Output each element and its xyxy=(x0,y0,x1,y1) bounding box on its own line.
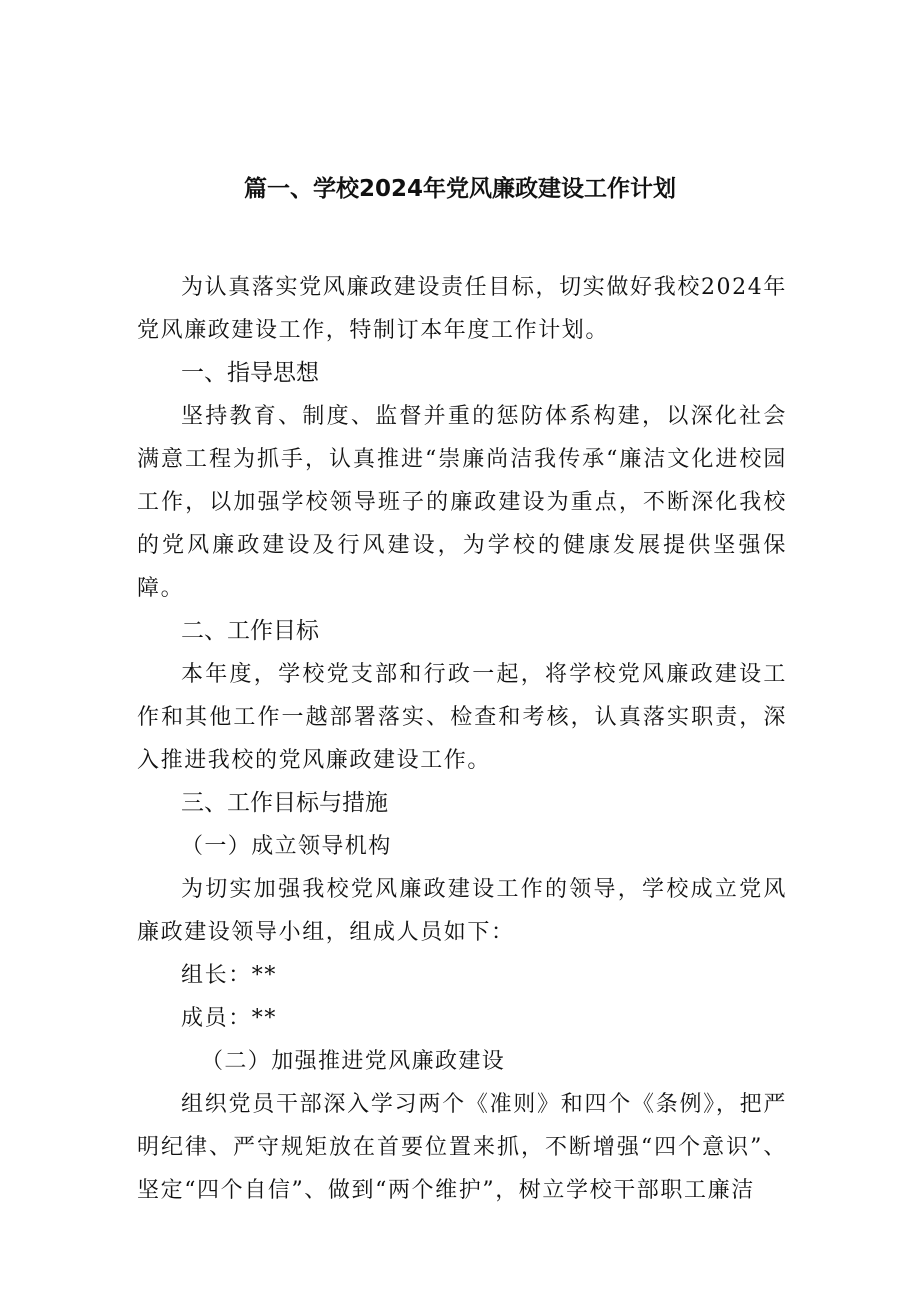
paragraph-leadership-body: 为切实加强我校党风廉政建设工作的领导，学校成立党风廉政建设领导小组，组成人员如下： xyxy=(137,877,787,945)
subheading-leadership-body: （一）成立领导机构 xyxy=(181,834,392,859)
section-paragraph-guiding-ideology: 坚持教育、制度、监督并重的惩防体系构建，以深化社会满意工程为抓手，认真推进“崇廉尚洁我传承“廉洁文化进校园工作，以加强学校领导班子的廉政建设为重点，不断深化我校的党风廉政建设及行风建设，为学校的健康发展提供坚强保障。 xyxy=(137,404,787,601)
leader-line: 组长：** xyxy=(181,963,278,988)
members-line: 成员：** xyxy=(181,1006,278,1031)
section-heading-work-goals: 二、工作目标 xyxy=(181,618,319,644)
intro-paragraph: 为认真落实党风廉政建设责任目标，切实做好我校2024年党风廉政建设工作，特制订本年度工作计划。 xyxy=(137,275,787,343)
subheading-strengthen-party-conduct: （二）加强推进党风廉政建设 xyxy=(201,1049,506,1074)
paragraph-strengthen-party-conduct: 组织党员干部深入学习两个《准则》和四个《条例》，把严明纪律、严守规矩放在首要位置来抓，不断增强“四个意识”、坚定“四个自信”、做到“两个维护”，树立学校干部职工廉洁 xyxy=(137,1092,787,1203)
section-heading-goals-measures: 三、工作目标与措施 xyxy=(181,790,388,816)
document-body xyxy=(137,266,787,1212)
section-paragraph-work-goals: 本年度，学校党支部和行政一起，将学校党风廉政建设工作和其他工作一越部署落实、检查和考核，认真落实职责，深入推进我校的党风廉政建设工作。 xyxy=(137,662,787,773)
section-heading-guiding-ideology: 一、指导思想 xyxy=(181,360,319,386)
document-title: 篇一、学校2024年党风廉政建设工作计划 xyxy=(243,176,676,202)
